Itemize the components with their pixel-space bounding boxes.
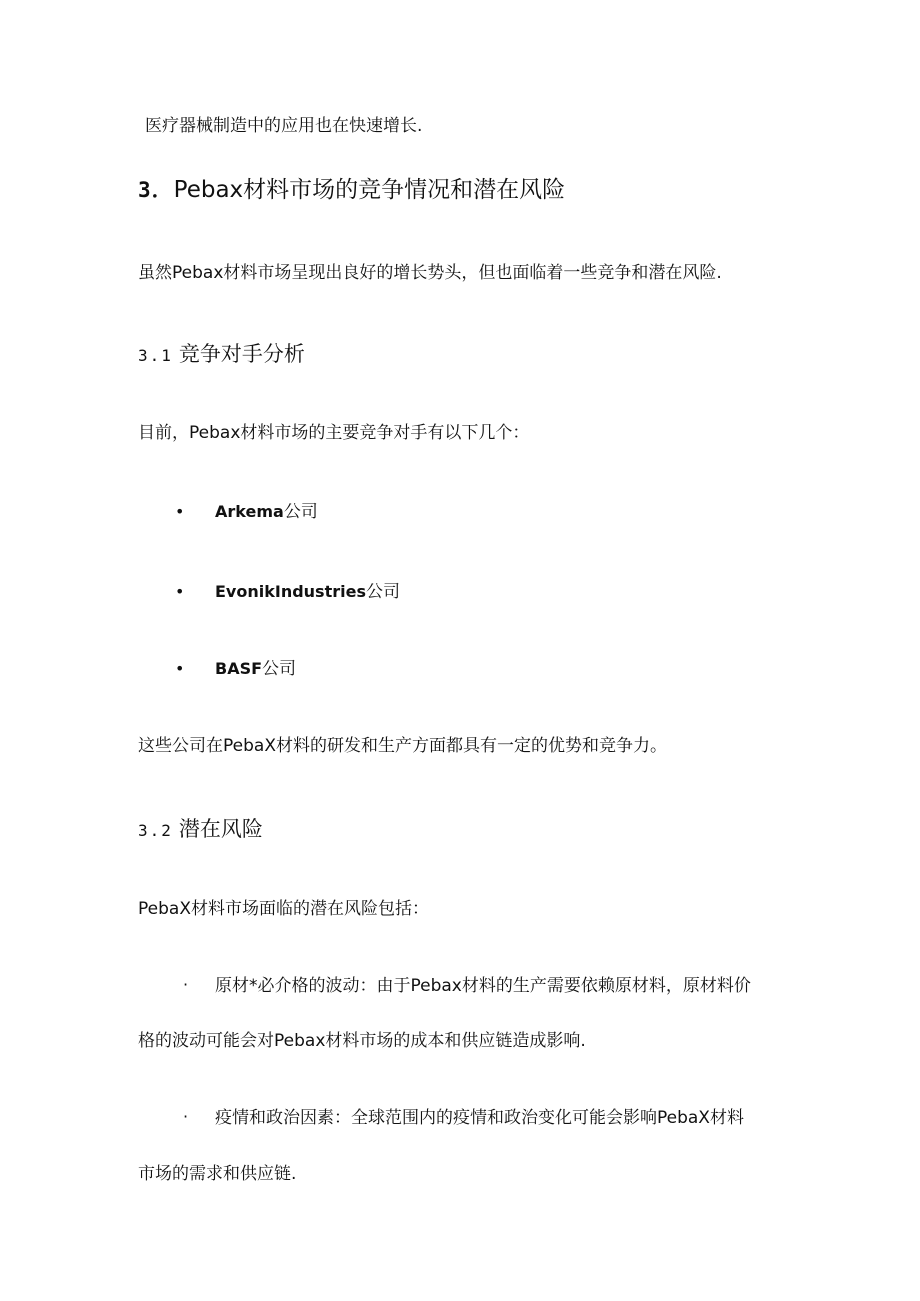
competitor-suffix: 公司	[262, 659, 297, 679]
competitor-name: BASF	[215, 659, 263, 678]
section-3-1-summary: 这些公司在PebaX材料的研发和生产方面都具有一定的优势和竞争力。	[138, 736, 667, 756]
section-3-2-number: 3.2	[138, 821, 173, 840]
competitor-suffix: 公司	[283, 502, 318, 522]
section-3-1-number: 3.1	[138, 346, 173, 365]
continuation-paragraph: 医疗器械制造中的应用也在快速增长.	[145, 116, 423, 136]
section-3-1-heading	[138, 339, 305, 371]
risk-text-line-1: 疫情和政治因素：全球范围内的疫情和政治变化可能会影响PebaX材料	[215, 1108, 744, 1128]
competitor-label	[215, 499, 318, 525]
competitor-name: EvonikIndustries	[215, 582, 366, 601]
risk-text-line-1: 原材*必介格的波动：由于Pebax材料的生产需要依赖原材料，原材料价	[215, 976, 751, 996]
section-3-intro: 虽然Pebax材料市场呈现出良好的增长势头，但也面临着一些竞争和潜在风险.	[138, 263, 722, 283]
section-3-heading	[138, 174, 565, 206]
bullet-icon: •	[175, 582, 185, 601]
bullet-icon: •	[175, 502, 185, 521]
competitor-label	[215, 656, 296, 682]
competitor-label	[215, 579, 400, 605]
section-3-1-title: 竞争对手分析	[178, 342, 305, 366]
section-3-title: Pebax材料市场的竞争情况和潜在风险	[173, 177, 566, 203]
section-3-2-intro: PebaX材料市场面临的潜在风险包括：	[138, 899, 429, 919]
bullet-icon: •	[175, 659, 185, 678]
risk-text-line-2: 市场的需求和供应链.	[138, 1164, 297, 1184]
competitor-suffix: 公司	[365, 582, 400, 602]
section-3-1-intro: 目前，Pebax材料市场的主要竞争对手有以下几个：	[138, 423, 530, 443]
section-3-2-title: 潜在风险	[178, 817, 263, 841]
bullet-icon: ·	[183, 975, 189, 994]
competitor-name: Arkema	[215, 502, 284, 521]
bullet-icon: ·	[183, 1107, 189, 1126]
section-3-2-heading	[138, 814, 263, 846]
risk-text-line-2: 格的波动可能会对Pebax材料市场的成本和供应链造成影响.	[138, 1031, 586, 1051]
section-3-number: 3．	[138, 178, 174, 202]
